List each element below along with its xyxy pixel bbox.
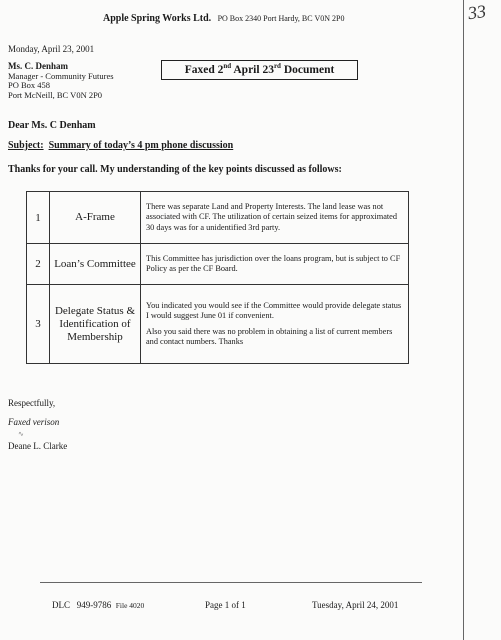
fax-box-part-document: Document xyxy=(280,64,335,76)
point-number: 1 xyxy=(27,192,50,244)
letter-date: Monday, April 23, 2001 xyxy=(8,44,95,54)
point-description xyxy=(141,192,409,244)
intro-sentence: Thanks for your call. My understanding of the key points discussed as follows: xyxy=(8,164,342,175)
table-row xyxy=(27,244,409,285)
point-topic: Loan’s Committee xyxy=(50,244,141,285)
recipient-title: Manager - Community Futures xyxy=(8,70,114,81)
fax-box-sup-rd: rd xyxy=(273,62,281,71)
point-topic: Delegate Status & Identification of Membership xyxy=(50,285,141,364)
footer-divider xyxy=(40,582,422,583)
recipient-name: Ms. C. Denham xyxy=(8,61,68,71)
closing: Respectfully, xyxy=(8,398,56,408)
table-row xyxy=(27,285,409,364)
faxed-document-box xyxy=(161,60,358,80)
table-row xyxy=(27,192,409,244)
subject-label: Subject: xyxy=(8,140,44,151)
salutation: Dear Ms. C Denham xyxy=(8,120,96,131)
point-description-paragraph: You indicated you would see if the Committee would provide delegate status I would suggest June 01 if convenient. xyxy=(146,300,402,321)
handwritten-page-number: 33 xyxy=(466,0,488,24)
footer-initials: DLC xyxy=(52,600,70,610)
faxed-version-note: Faxed verison xyxy=(8,417,60,427)
letterhead xyxy=(103,13,344,24)
footer-page-number: Page 1 of 1 xyxy=(205,600,246,610)
point-description xyxy=(141,244,409,285)
point-topic: A-Frame xyxy=(50,192,141,244)
fax-box-part-april: April 23 xyxy=(231,64,274,76)
point-number: 3 xyxy=(27,285,50,364)
signature-mark: ∿ xyxy=(18,430,24,438)
recipient-city: Port McNeill, BC V0N 2P0 xyxy=(8,89,103,100)
point-description-paragraph: There was separate Land and Property Interests. The land lease was not associated with CF. The utilization of certain seized items for approximated 30 days was for a unidentified 3rd party. xyxy=(146,201,398,232)
point-description xyxy=(141,285,409,364)
recipient-block xyxy=(8,62,114,100)
footer-date: Tuesday, April 24, 2001 xyxy=(312,600,399,610)
footer-reference xyxy=(52,600,144,610)
subject-line xyxy=(8,140,233,151)
letterhead-company: Apple Spring Works Ltd. xyxy=(103,13,212,24)
page-right-edge xyxy=(463,0,464,640)
page-top-border xyxy=(0,0,464,8)
point-number: 2 xyxy=(27,244,50,285)
recipient-po-box: PO Box 458 xyxy=(8,80,51,91)
fax-box-part-faxed: Faxed 2 xyxy=(184,64,224,76)
footer-file: File 4020 xyxy=(115,601,145,610)
point-description-paragraph: Also you said there was no problem in obtaining a list of current members and contact numbers. Thanks xyxy=(146,326,393,346)
key-points-table xyxy=(26,191,409,364)
footer-phone: 949-9786 xyxy=(76,600,112,610)
point-description-paragraph: This Committee has jurisdiction over the loans program, but is subject to CF Policy as per the CF Board. xyxy=(146,253,401,273)
fax-box-sup-nd: nd xyxy=(223,62,232,71)
subject-text: Summary of today’s 4 pm phone discussion xyxy=(48,140,234,151)
letterhead-address: PO Box 2340 Port Hardy, BC V0N 2P0 xyxy=(217,14,345,23)
signer-name: Deane L. Clarke xyxy=(8,441,68,451)
